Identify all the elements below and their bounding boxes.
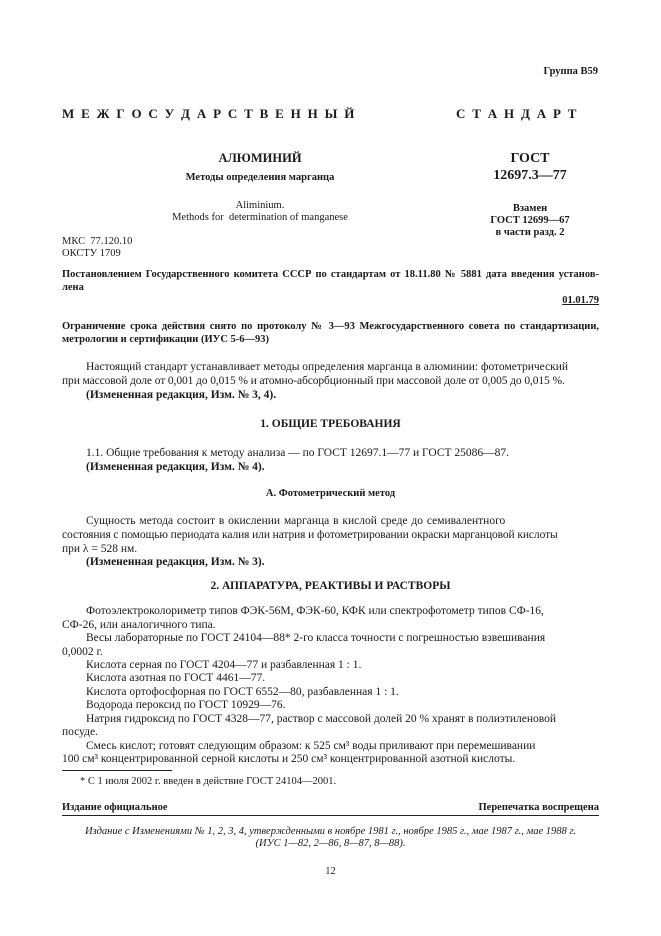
mks-code: МКС 77.120.10 — [62, 236, 133, 247]
section-a-line-1: Сущность метода состоит в окислении марганца в кислой среде до семивалентного — [86, 515, 506, 527]
section-1-heading: 1. ОБЩИЕ ТРЕБОВАНИЯ — [260, 418, 401, 430]
item-phosphoric-acid: Кислота ортофосфорная по ГОСТ 6552—80, разбавленная 1 : 1. — [86, 686, 399, 698]
banner-standard: С Т А Н Д А Р Т — [456, 106, 577, 121]
section-1-amendment: (Измененная редакция, Изм. № 4). — [86, 461, 265, 473]
footnote-divider — [62, 770, 172, 771]
official-edition: Издание официальное — [62, 802, 168, 813]
doc-subtitle-en: Methods for determination of manganese — [172, 212, 348, 223]
decree-date: 01.01.79 — [562, 295, 599, 306]
doc-title: АЛЮМИНИЙ — [218, 151, 302, 165]
item-sodium-hydroxide-cont: посуде. — [62, 726, 98, 738]
intro-amendment: (Измененная редакция, Изм. № 3, 4). — [86, 389, 277, 401]
reprint-prohibited: Перепечатка воспрещена — [478, 802, 599, 813]
item-sulfuric-acid: Кислота серная по ГОСТ 4204—77 и разбавленная 1 : 1. — [86, 659, 362, 671]
limitation-note: Ограничение срока действия снято по протоколу № 3—93 Межгосударственного совета по стандартизации, метрологии и сертификации (ИУС 5-6—93) — [62, 321, 599, 345]
item-nitric-acid: Кислота азотная по ГОСТ 4461—77. — [86, 672, 266, 684]
okstu-code: ОКСТУ 1709 — [62, 248, 121, 259]
replaces-part: в части разд. 2 — [495, 227, 565, 238]
item-scales: Весы лабораторные по ГОСТ 24104—88* 2-го класса точности с погрешностью взвешивания — [86, 632, 546, 644]
footnote-text: * С 1 июля 2002 г. введен в действие ГОСТ 24104—2001. — [80, 776, 337, 787]
item-scales-cont: 0,0002 г. — [62, 646, 103, 658]
edition-note-line-1: Издание с Изменениями № 1, 2, 3, 4, утвержденными в ноябре 1981 г., ноябре 1985 г., мае 1987 г., мае 1988 г. — [85, 826, 576, 837]
section-a-heading: А. Фотометрический метод — [265, 488, 396, 499]
footer-divider — [62, 815, 599, 816]
replaces-gost: ГОСТ 12699—67 — [490, 215, 570, 226]
item-photocolorimeter-cont: СФ-26, или аналогичного типа. — [62, 619, 216, 631]
item-hydrogen-peroxide: Водорода пероксид по ГОСТ 10929—76. — [86, 699, 286, 711]
intro-line-2: при массовой доле от 0,001 до 0,015 % и атомно-абсорбционный при массовой доле от 0,005 до 0,015 %. — [62, 375, 565, 387]
item-acid-mixture-cont: 100 см³ концентрированной серной кислоты и 250 см³ концентрированной азотной кислоты. — [62, 753, 516, 765]
item-acid-mixture: Смесь кислот; готовят следующим образом: к 525 см³ воды приливают при перемешивании — [86, 740, 536, 752]
intro-line-1: Настоящий стандарт устанавливает методы определения марганца в алюминии: фотометрический — [86, 361, 569, 373]
decree-text: Постановлением Государственного комитета СССР по стандартам от 18.11.80 № 5881 дата введения установ-лена — [62, 269, 599, 293]
item-sodium-hydroxide: Натрия гидроксид по ГОСТ 4328—77, раствор с массовой долей 20 % хранят в полиэтиленовой — [86, 713, 557, 725]
section-a-line-3: при λ = 528 нм. — [62, 543, 138, 555]
doc-subtitle: Методы определения марганца — [185, 172, 335, 183]
gost-label: ГОСТ — [510, 151, 550, 166]
item-photocolorimeter: Фотоэлектроколориметр типов ФЭК-56М, ФЭК-60, КФК или спектрофотометр типов СФ-16, — [86, 605, 544, 617]
section-2-heading: 2. АППАРАТУРА, РЕАКТИВЫ И РАСТВОРЫ — [210, 580, 451, 592]
section-a-amendment: (Измененная редакция, Изм. № 3). — [86, 556, 265, 568]
doc-title-en: Aliminium. — [235, 200, 285, 211]
gost-number: 12697.3—77 — [493, 168, 567, 183]
banner-interstate: М Е Ж Г О С У Д А Р С Т В Е Н Н Ы Й — [62, 106, 355, 121]
section-a-line-2: состояния с помощью периодата калия или натрия и фотометрировании окраски марганцовой кислоты — [62, 529, 558, 541]
section-1-text: 1.1. Общие требования к методу анализа — по ГОСТ 12697.1—77 и ГОСТ 25086—87. — [86, 447, 510, 459]
group-code: Группа В59 — [543, 66, 598, 77]
replaces-label: Взамен — [512, 203, 548, 214]
edition-note-line-2: (ИУС 1—82, 2—86, 8—87, 8—88). — [255, 838, 406, 849]
page-number: 12 — [325, 866, 336, 877]
